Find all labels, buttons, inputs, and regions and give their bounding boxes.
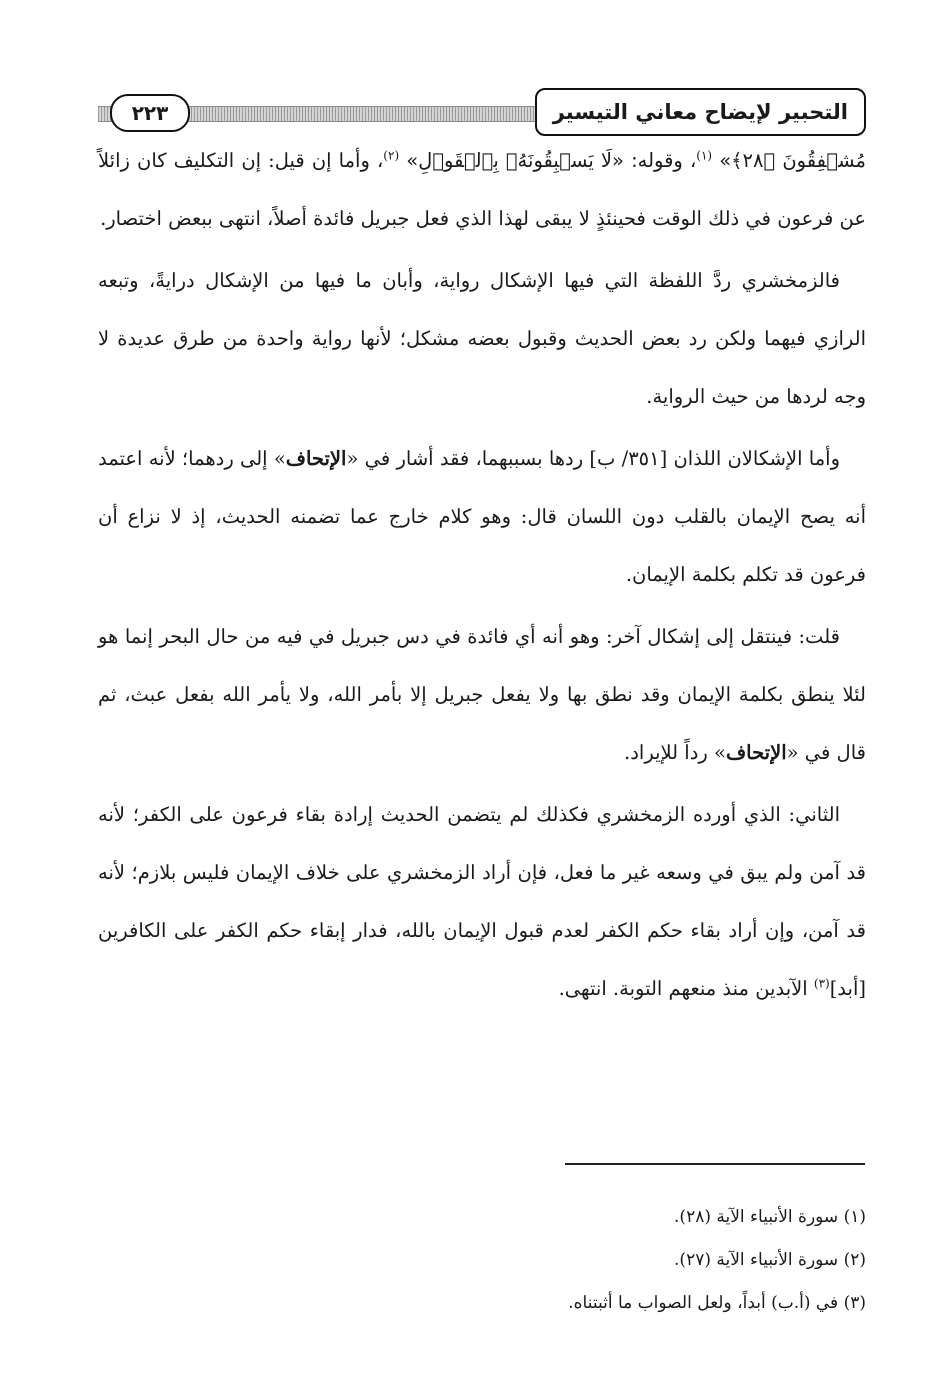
paragraph — [98, 252, 866, 426]
book-name-bold: الإتحاف — [725, 741, 787, 764]
paragraph-text: الآبدين منذ منعهم التوبة. انتهى. — [558, 977, 814, 1000]
footnote: (٢) سورة الأنبياء الآية (٢٧). — [674, 1250, 866, 1270]
paragraph — [98, 132, 866, 248]
paragraph-text: فالزمخشري ردَّ اللفظة التي فيها الإشكال رواية، وأبان ما فيها من الإشكال درايةً، وتبعه الرازي فيهما ولكن رد بعض الحديث وقبول بعضه مشكل؛ لأنها رواية واحدة من طرق عديدة لا وجه لردها من حيث الرواية. — [98, 269, 866, 408]
paragraph-text: الثاني: الذي أورده الزمخشري فكذلك لم يتضمن الحديث إرادة بقاء فرعون على الكفر؛ لأنه قد آمن ولم يبق في وسعه غير ما فعل، فإن أراد الزمخشري على خلاف الإيمان فليس بلازم؛ لأنه قد آمن، وإن أراد بقاء حكم الكفر لعدم قبول الإيمان بالله، فدار إبقاء حكم الكفر على الكافرين [أبد] — [98, 803, 866, 1000]
quran-quote: ، وقوله: «لَا يَسۡبِقُونَهُۥ بِٱلۡقَوۡلِ» — [399, 149, 697, 172]
footnote: (٣) في (أ.ب) أبداً، ولعل الصواب ما أثبتناه. — [568, 1293, 866, 1313]
quran-quote: مُشۡفِقُونَ ﴿٢٨﴾» — [712, 149, 866, 172]
paragraph — [98, 786, 866, 1018]
paragraph-text: » إلى ردهما؛ لأنه اعتمد أنه يصح الإيمان بالقلب دون اللسان قال: وهو كلام خارج عما تضمنه الحديث، إذ لا نزاع أن فرعون قد تكلم بكلمة الإيمان. — [98, 447, 866, 586]
footnote: (١) سورة الأنبياء الآية (٢٨). — [674, 1207, 866, 1227]
paragraph — [98, 608, 866, 782]
footnotes — [98, 1196, 866, 1325]
book-name-bold: الإتحاف — [285, 447, 347, 470]
paragraph-text: وأما الإشكالان اللذان [٣٥١/ ب] ردها بسببهما، فقد أشار في « — [346, 447, 840, 470]
footnote-reference: (٣) — [813, 976, 830, 991]
paragraph-text: » رداً للإيراد. — [624, 741, 726, 764]
paragraph-text: قلت: فينتقل إلى إشكال آخر: وهو أنه أي فائدة في دس جبريل في فيه من حال البحر إنما هو لئلا ينطق بكلمة الإيمان وقد نطق بها ولا يفعل جبريل إلا بأمر الله، ولا يأمر الله بفعل عبث، ثم قال في « — [98, 625, 866, 764]
footnote-reference: (١) — [696, 148, 713, 163]
footnote-reference: (٢) — [383, 148, 400, 163]
main-text — [98, 132, 866, 1022]
footnote-separator — [565, 1163, 865, 1165]
book-title: التحبير لإيضاح معاني التيسير — [535, 88, 866, 136]
paragraph — [98, 430, 866, 604]
paragraph-text: ، وأما إن قيل: إن التكليف كان زائلاً عن فرعون في ذلك الوقت فحينئذٍ لا يبقى لهذا الذي فعل جبريل فائدة أصلاً، انتهى ببعض اختصار. — [98, 149, 866, 230]
page-number: ٢٢٣ — [110, 94, 190, 132]
